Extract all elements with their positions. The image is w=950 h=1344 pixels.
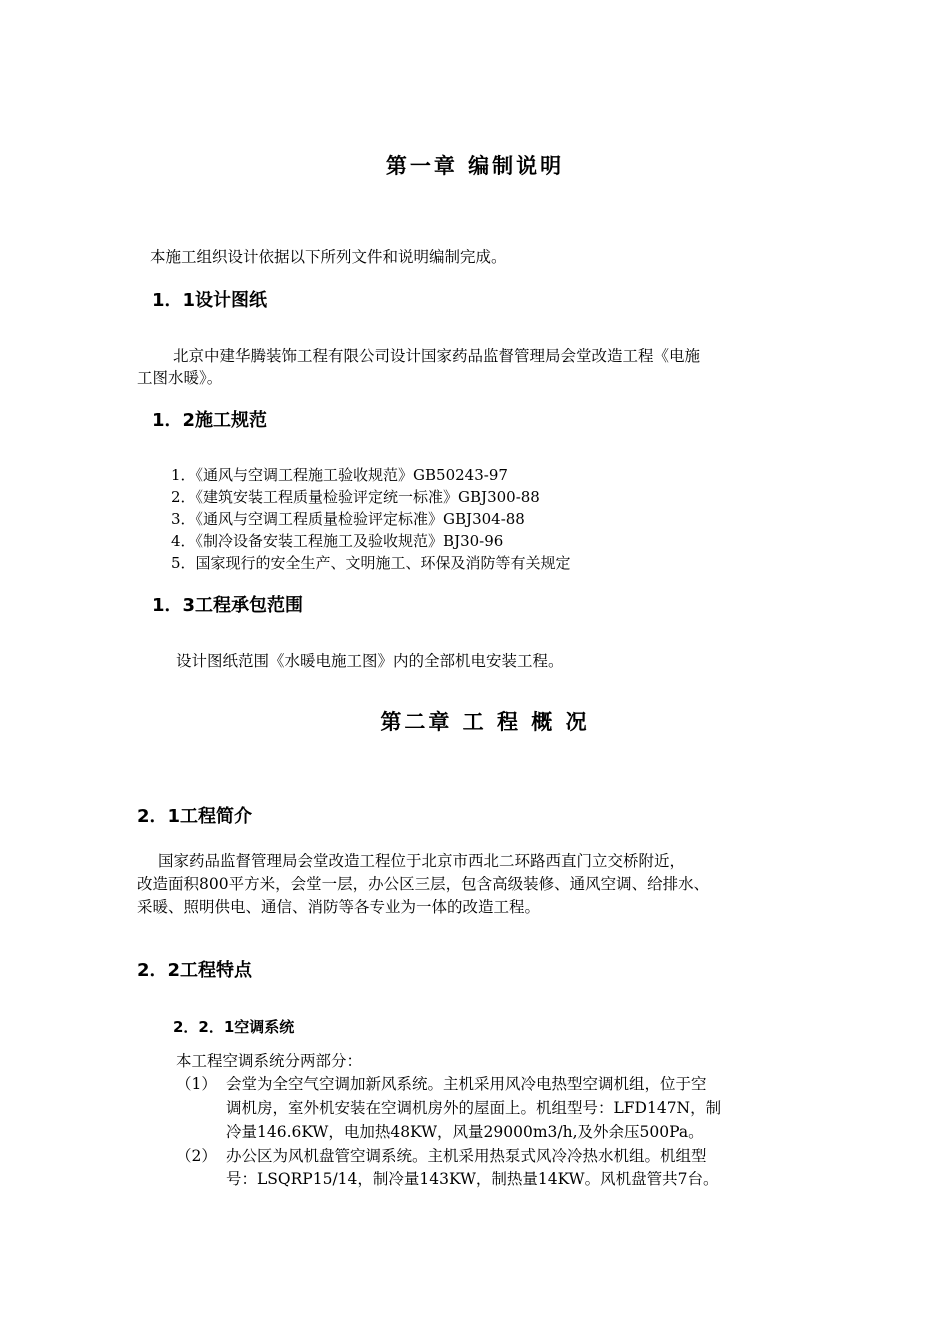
section-2-2-heading: 2．2工程特点	[137, 960, 253, 981]
section-2-1-heading: 2．1工程简介	[137, 806, 253, 827]
standards-list-item: 3．《通风与空调工程质量检验评定标准》GBJ304-88	[171, 510, 525, 528]
hvac-item-2-line-1: 办公区为风机盘管空调系统。主机采用热泵式风冷冷热水机组。机组型	[226, 1147, 707, 1165]
hvac-item-1-line-1: 会堂为全空气空调加新风系统。主机采用风冷电热型空调机组，位于空	[226, 1075, 707, 1093]
section-1-1-heading: 1．1设计图纸	[152, 290, 268, 311]
section-1-3-text: 设计图纸范围《水暖电施工图》内的全部机电安装工程。	[176, 652, 564, 670]
hvac-intro: 本工程空调系统分两部分：	[176, 1052, 363, 1070]
hvac-item-1-line-2: 调机房，室外机安装在空调机房外的屋面上。机组型号：LFD147N，制	[226, 1099, 722, 1117]
section-2-2-1-heading: 2．2．1空调系统	[173, 1018, 295, 1036]
section-1-3-heading: 1．3工程承包范围	[152, 595, 304, 616]
chapter-2-title: 第二章 工 程 概 况	[380, 710, 590, 734]
chapter-1-intro: 本施工组织设计依据以下所列文件和说明编制完成。	[150, 248, 507, 266]
section-1-2-heading: 1．2施工规范	[152, 410, 268, 431]
standards-list-item: 4．《制冷设备安装工程施工及验收规范》BJ30-96	[171, 532, 504, 550]
chapter-1-title: 第一章 编制说明	[385, 154, 565, 178]
section-1-1-line-2: 工图水暖》。	[137, 369, 223, 387]
hvac-item-2-line-2: 号：LSQRP15/14，制冷量143KW，制热量14KW。风机盘管共7台。	[226, 1170, 719, 1188]
standards-list-item: 2．《建筑安装工程质量检验评定统一标准》GBJ300-88	[171, 488, 540, 506]
hvac-item-1-line-3: 冷量146.6KW，电加热48KW，风量29000m3/h,及外余压500Pa。	[226, 1123, 704, 1141]
section-2-1-line-3: 采暖、照明供电、通信、消防等各专业为一体的改造工程。	[137, 898, 541, 916]
standards-list-item: 1．《通风与空调工程施工验收规范》GB50243-97	[171, 466, 508, 484]
hvac-item-2-marker: （2）	[176, 1147, 217, 1165]
section-1-1-line-1: 北京中建华腾装饰工程有限公司设计国家药品监督管理局会堂改造工程《电施	[173, 347, 701, 365]
section-2-1-line-2: 改造面积800平方米，会堂一层，办公区三层，包含高级装修、通风空调、给排水、	[137, 875, 710, 893]
standards-list-item: 5．国家现行的安全生产、文明施工、环保及消防等有关规定	[171, 554, 571, 572]
hvac-item-1-marker: （1）	[176, 1075, 217, 1093]
section-2-1-line-1: 国家药品监督管理局会堂改造工程位于北京市西北二环路西直门立交桥附近，	[158, 852, 686, 870]
